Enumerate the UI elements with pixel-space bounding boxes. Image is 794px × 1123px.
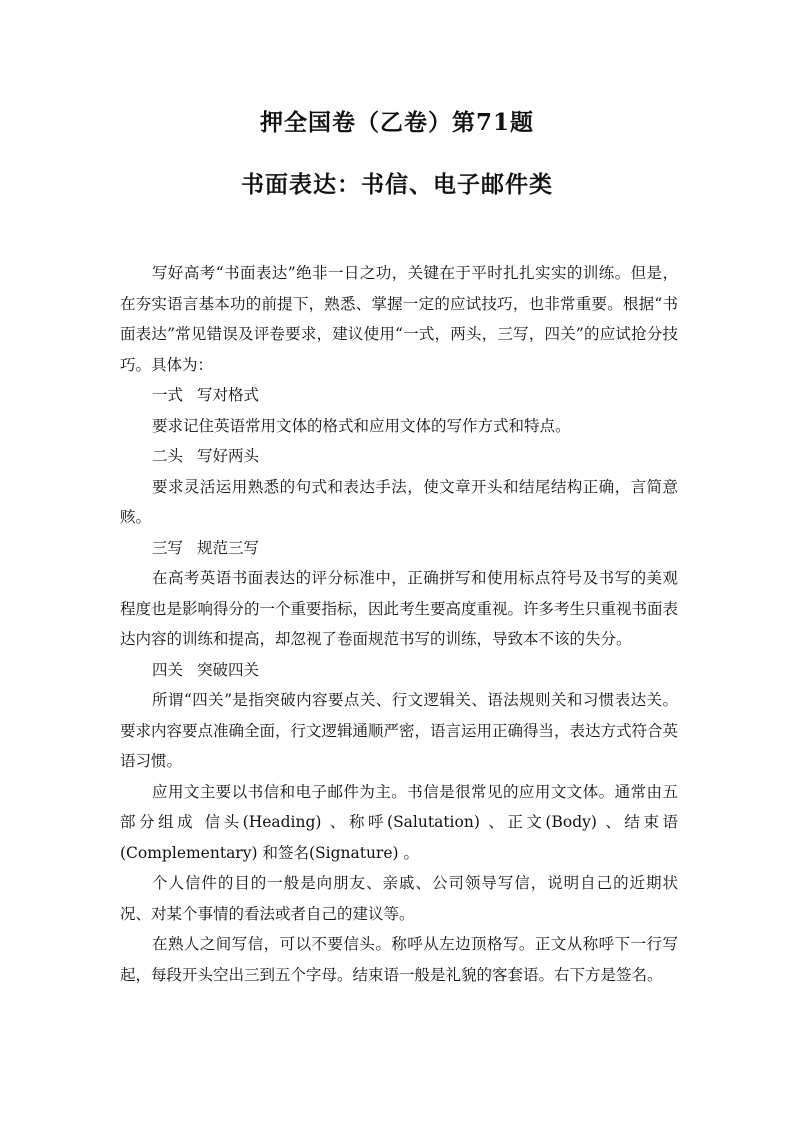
page-title: 押全国卷（乙卷）第71题	[259, 109, 534, 136]
letter-format-paragraph: 在熟人之间写信，可以不要信头。称呼从左边顶格写。正文从称呼下一行写起，每段开头空出三到五个字母。结束语一般是礼貌的客套语。右下方是签名。	[120, 935, 678, 984]
section-heading-text: 突破四关	[197, 660, 260, 679]
section-text-1: 要求记住英语常用文体的格式和应用文体的写作方式和特点。	[152, 416, 571, 435]
section-text-4: 所谓“四关”是指突破内容要点关、行文逻辑关、语法规则关和习惯表达关。要求内容要点准确全面，行文逻辑通顺严密，语言运用正确得当，表达方式符合英语习惯。	[120, 691, 679, 770]
section-heading-2	[120, 441, 678, 472]
section-heading-text: 规范三写	[197, 538, 260, 557]
letter-types-paragraph: 应用文主要以书信和电子邮件为主。书信是很常见的应用文文体。通常由五部分组成 信头(Heading) 、称呼(Salutation) 、正文(Body) 、结束语(Complementary) 和签名(Signature) 。	[120, 782, 678, 862]
section-label: 一式	[152, 386, 184, 404]
section-label: 三写	[152, 538, 184, 557]
section-heading-1	[120, 380, 678, 411]
page-subtitle: 书面表达：书信、电子邮件类	[241, 171, 553, 198]
section-heading-3	[120, 533, 678, 564]
section-text-3: 在高考英语书面表达的评分标准中，正确拼写和使用标点符号及书写的美观程度也是影响得分的一个重要指标，因此考生要高度重视。许多考生只重视书面表达内容的训练和提高，却忽视了卷面规范书写的训练，导致本不该的失分。	[120, 569, 679, 648]
section-heading-4	[120, 655, 678, 686]
document-body	[120, 258, 678, 990]
section-heading-text: 写对格式	[197, 386, 260, 404]
section-heading-text: 写好两头	[197, 447, 260, 465]
section-label: 二头	[152, 447, 184, 465]
personal-letter-paragraph: 个人信件的目的一般是向朋友、亲戚、公司领导写信，说明自己的近期状况、对某个事情的看法或者自己的建议等。	[120, 874, 678, 923]
intro-paragraph: 写好高考“书面表达”绝非一日之功，关键在于平时扎扎实实的训练。但是，在夯实语言基本功的前提下，熟悉、掌握一定的应试技巧，也非常重要。根据“书面表达”常见错误及评卷要求，建议使用“一式，两头，三写，四关”的应试抢分技巧。具体为：	[120, 264, 678, 374]
section-label: 四关	[152, 660, 184, 679]
section-text-2: 要求灵活运用熟悉的句式和表达手法，使文章开头和结尾结构正确，言简意赅。	[120, 477, 678, 526]
